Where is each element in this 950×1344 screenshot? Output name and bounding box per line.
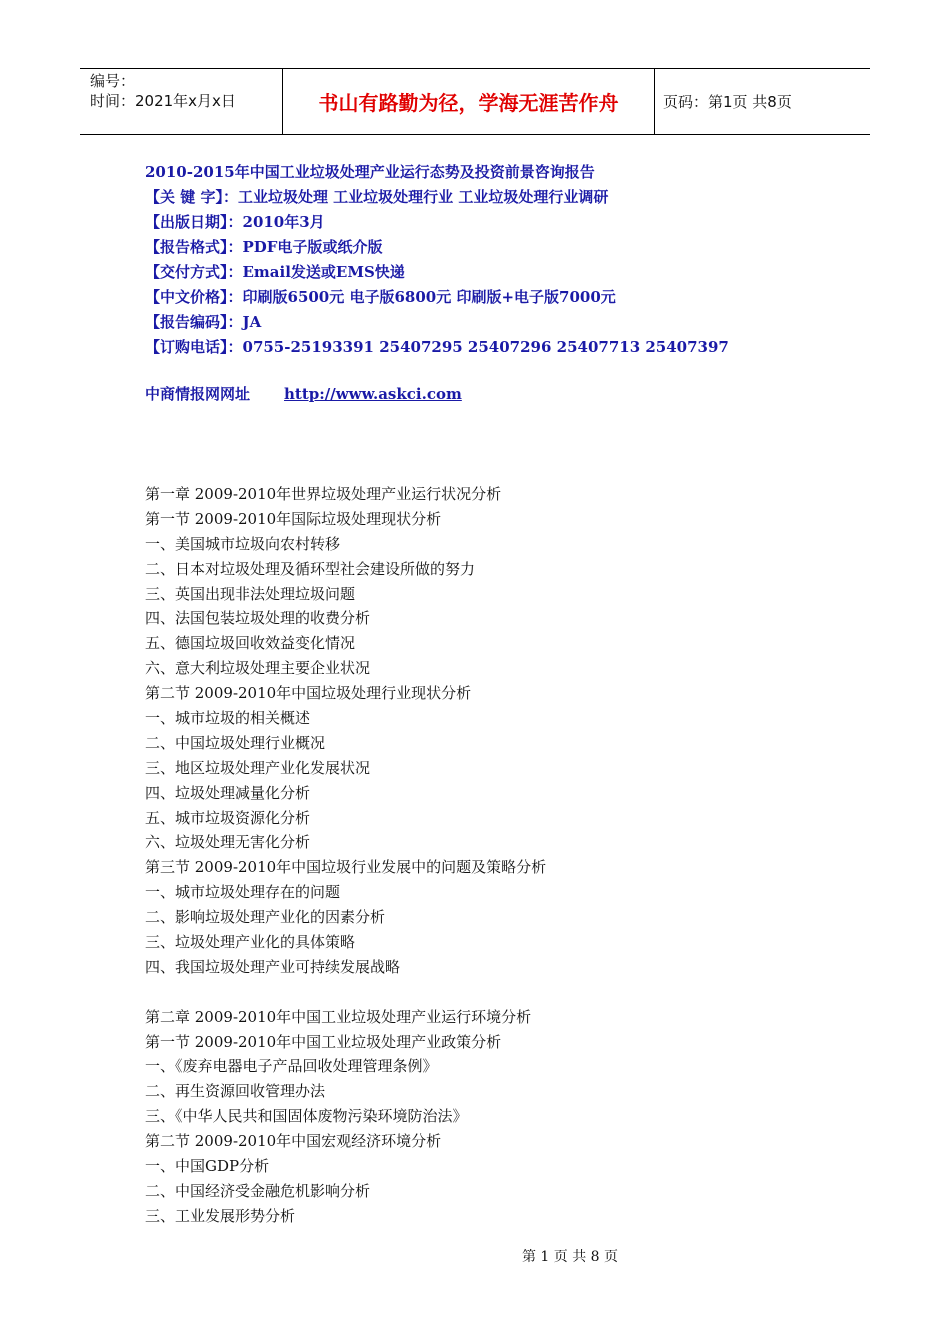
- toc-item: 一、中国GDP分析: [145, 1157, 270, 1176]
- toc-item: 三、《中华人民共和国固体废物污染环境防治法》: [145, 1107, 468, 1126]
- number-label: 编号：: [90, 72, 136, 90]
- toc-item: 二、中国垃圾处理行业概况: [145, 733, 326, 752]
- report-keywords: 【关 键 字】：工业垃圾处理 工业垃圾处理行业 工业垃圾处理行业调研: [145, 188, 609, 206]
- report-format: 【报告格式】：PDF电子版或纸介版: [145, 238, 383, 256]
- toc-item: 第一章 2009-2010年世界垃圾处理产业运行状况分析: [145, 485, 502, 503]
- page-footer: 第 1 页 共 8 页: [521, 1249, 619, 1265]
- report-meta: [145, 160, 885, 360]
- header-left-cell: [80, 69, 282, 134]
- toc-item: 四、垃圾处理减量化分析: [145, 783, 311, 802]
- toc-item: 一、城市垃圾的相关概述: [145, 709, 311, 728]
- toc-item: 一、美国城市垃圾向农村转移: [145, 534, 341, 553]
- toc-item: 三、地区垃圾处理产业化发展状况: [145, 758, 371, 777]
- toc-gap: [145, 980, 885, 1005]
- toc-item: 二、再生资源回收管理办法: [145, 1082, 326, 1101]
- motto: 书山有路勤为径，学海无涯苦作舟: [282, 69, 655, 134]
- toc-item: 四、我国垃圾处理产业可持续发展战略: [145, 957, 401, 976]
- toc-item: 一、《废弃电器电子产品回收处理管理条例》: [145, 1057, 438, 1076]
- report-phone: 【订购电话】：0755-25193391 25407295 25407296 25407713 25407397: [145, 338, 729, 356]
- toc-item: 第三节 2009-2010年中国垃圾行业发展中的问题及策略分析: [145, 858, 547, 877]
- toc-item: 第一节 2009-2010年中国工业垃圾处理产业政策分析: [145, 1032, 502, 1051]
- toc-item: 四、法国包装垃圾处理的收费分析: [145, 609, 371, 628]
- toc-item: 三、垃圾处理产业化的具体策略: [145, 933, 356, 952]
- time-label: 时间：2021年x月x日: [90, 92, 236, 110]
- toc-item: 第二节 2009-2010年中国宏观经济环境分析: [145, 1132, 442, 1151]
- toc-item: 六、意大利垃圾处理主要企业状况: [145, 659, 371, 678]
- header-page-info: 页码：第1页 共8页: [663, 93, 792, 111]
- report-delivery: 【交付方式】：Email发送或EMS快递: [145, 263, 405, 281]
- toc-item: 第一节 2009-2010年国际垃圾处理现状分析: [145, 509, 442, 528]
- toc-item: 第二节 2009-2010年中国垃圾处理行业现状分析: [145, 684, 472, 703]
- site-label: 中商情报网网址: [145, 385, 251, 403]
- toc-item: 三、英国出现非法处理垃圾问题: [145, 584, 356, 603]
- toc-item: 第二章 2009-2010年中国工业垃圾处理产业运行环境分析: [145, 1007, 532, 1026]
- table-of-contents: [145, 482, 885, 1229]
- report-code: 【报告编码】：JA: [145, 313, 262, 331]
- toc-item: 一、城市垃圾处理存在的问题: [145, 883, 341, 902]
- toc-item: 二、日本对垃圾处理及循环型社会建设所做的努力: [145, 559, 476, 578]
- report-title: 2010-2015年中国工业垃圾处理产业运行态势及投资前景咨询报告: [145, 163, 595, 181]
- toc-item: 五、城市垃圾资源化分析: [145, 808, 311, 827]
- site-line: [145, 383, 462, 404]
- toc-item: 二、影响垃圾处理产业化的因素分析: [145, 908, 386, 927]
- toc-item: 三、工业发展形势分析: [145, 1206, 296, 1225]
- report-publish-date: 【出版日期】：2010年3月: [145, 213, 325, 231]
- report-price: 【中文价格】：印刷版6500元 电子版6800元 印刷版+电子版7000元: [145, 288, 616, 306]
- site-url-link[interactable]: http://www.askci.com: [284, 385, 462, 403]
- toc-item: 二、中国经济受金融危机影响分析: [145, 1181, 371, 1200]
- page-header: [80, 68, 870, 135]
- toc-item: 六、垃圾处理无害化分析: [145, 833, 311, 852]
- toc-item: 五、德国垃圾回收效益变化情况: [145, 634, 356, 653]
